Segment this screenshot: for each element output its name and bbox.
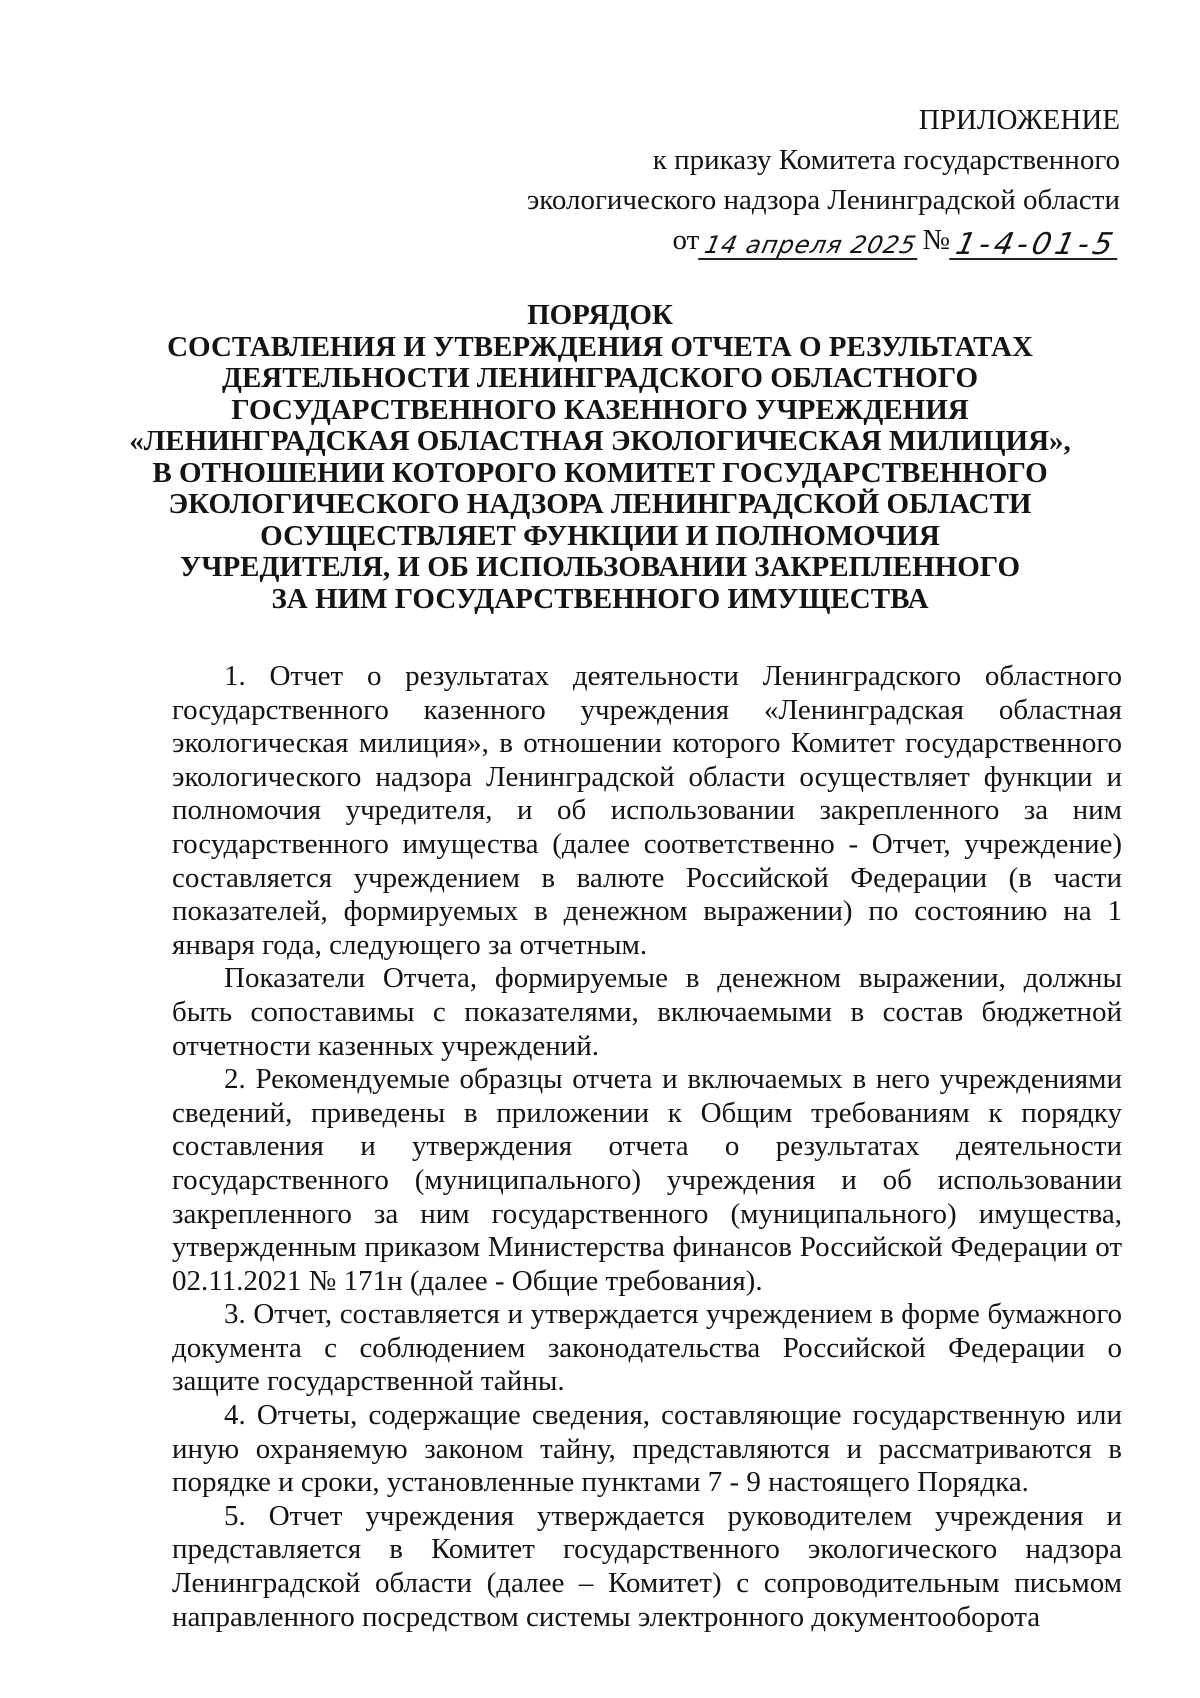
order-date-number [673,220,1120,260]
title-line: «ЛЕНИНГРАДСКАЯ ОБЛАСТНАЯ ЭКОЛОГИЧЕСКАЯ МИЛИЦИЯ», [129,425,1071,457]
paragraph-2: 2. Рекомендуемые образцы отчета и включаемых в него учреждениями сведений, приведены в приложении к Общим требованиям к порядку составления и утверждения отчета о результатах деятельности государственного (муниципального) учреждения и об использовании закрепленного за ним государственного (муниципального) имущества, утвержденным приказом Министерства финансов Российской Федерации от 02.11.2021 № 171н (далее - Общие требования). [172,1063,1122,1297]
appendix-line-committee: экологического надзора Ленинградской области [526,184,1120,216]
appendix-label: ПРИЛОЖЕНИЕ [918,104,1120,136]
title-line: В ОТНОШЕНИИ КОТОРОГО КОМИТЕТ ГОСУДАРСТВЕННОГО [152,456,1048,489]
title-line: ПОРЯДОК [527,299,673,331]
paragraph-1: 1. Отчет о результатах деятельности Ленинградского областного государственного казенного учреждения «Ленинградская областная экологическая милиция», в отношении которого Комитет государственного экологического надзора Ленинградской области осуществляет функции и полномочия учредителя, и об использовании закрепленного за ним государственного имущества (далее соответственно - Отчет, учреждение) составляется учреждением в валюте Российской Федерации (в части показателей, формируемых в денежном выражении) по состоянию на 1 января года, следующего за отчетным. [172,660,1122,961]
paragraph-4: 4. Отчеты, содержащие сведения, составляющие государственную или иную охраняемую законом тайну, представляются и рассматриваются в порядке и сроки, установленные пунктами 7 - 9 настоящего Порядка. [172,1399,1122,1499]
paragraph-3: 3. Отчет, составляется и утверждается учреждением в форме бумажного документа с соблюдением законодательства Российской Федерации о защите государственной тайны. [172,1298,1122,1398]
document-title [120,300,1080,615]
paragraph-5: 5. Отчет учреждения утверждается руководителем учреждения и представляется в Комитет государственного экологического надзора Ленинградской области (далее – Комитет) с сопроводительным письмом направленного посредством системы электронного документооборота [172,1499,1122,1633]
title-line: ОСУЩЕСТВЛЯЕТ ФУНКЦИИ И ПОЛНОМОЧИЯ [260,519,940,552]
appendix-line-order: к приказу Комитета государственного [652,144,1120,176]
title-line: ГОСУДАРСТВЕННОГО КАЗЕННОГО УЧРЕЖДЕНИЯ [231,393,969,426]
document-body [172,660,1122,1634]
title-line: СОСТАВЛЕНИЯ И УТВЕРЖДЕНИЯ ОТЧЕТА О РЕЗУЛЬТАТАХ [167,330,1033,363]
handwritten-date: 14 апреля 2025 [698,232,923,260]
title-line: УЧРЕДИТЕЛЯ, И ОБ ИСПОЛЬЗОВАНИИ ЗАКРЕПЛЕННОГО [179,551,1021,583]
number-label: № [922,224,951,256]
handwritten-number: 1-4-01-5 [949,232,1123,260]
title-line: ЭКОЛОГИЧЕСКОГО НАДЗОРА ЛЕНИНГРАДСКОЙ ОБЛАСТИ [168,488,1032,520]
paragraph-1-continuation: Показатели Отчета, формируемые в денежном выражении, должны быть сопоставимы с показателями, включаемыми в состав бюджетной отчетности казенных учреждений. [172,962,1122,1062]
from-label: от [672,224,700,256]
title-line: ЗА НИМ ГОСУДАРСТВЕННОГО ИМУЩЕСТВА [271,582,929,615]
appendix-header [420,100,1120,260]
title-line: ДЕЯТЕЛЬНОСТИ ЛЕНИНГРАДСКОГО ОБЛАСТНОГО [222,362,978,394]
